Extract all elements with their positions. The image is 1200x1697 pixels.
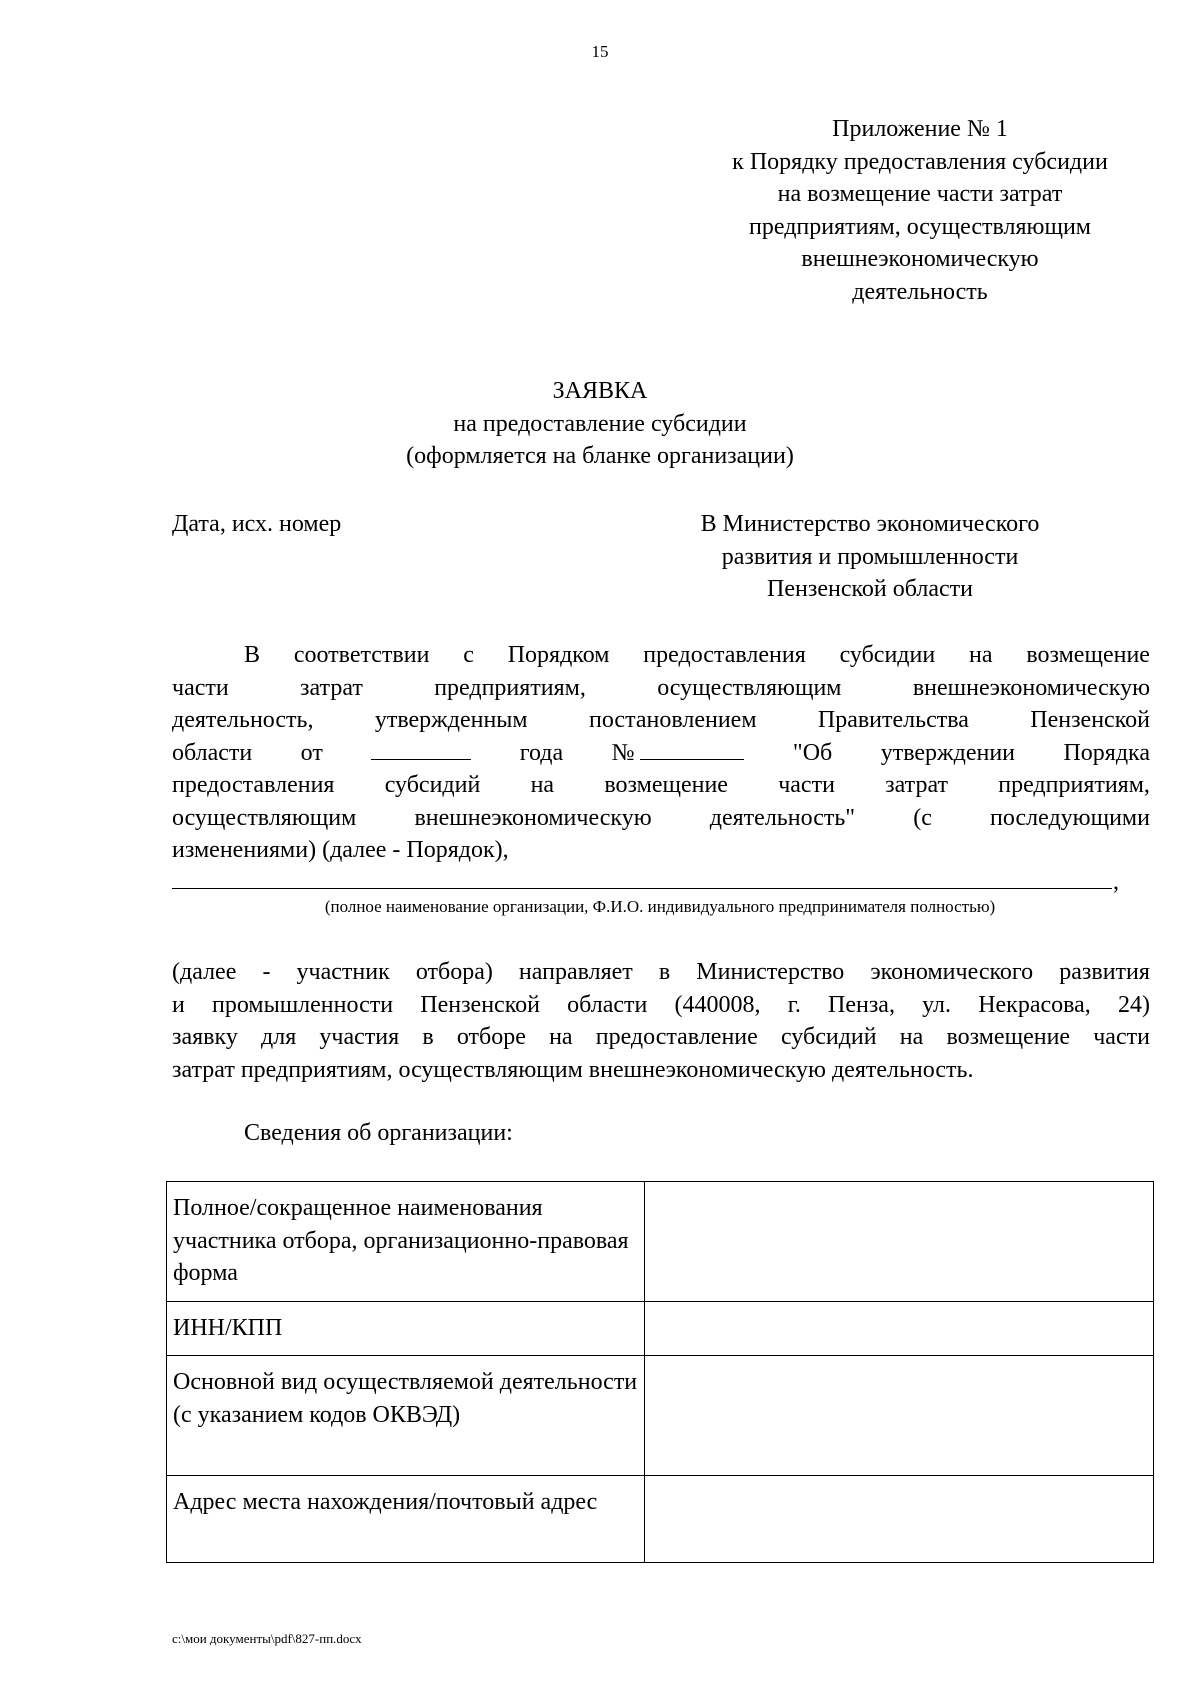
appendix-line: внешнеэкономическую [801,246,1039,272]
body-line-4: затрат предприятиям, осуществляющим внешнеэкономическую деятельность. [172,1056,974,1083]
title-subtitle: на предоставление субсидии [453,410,747,437]
word: участия [319,1024,400,1050]
word: предприятиям, [998,772,1150,798]
table-cell-value [645,1302,1154,1356]
appendix-line: к Порядку предоставления субсидии [732,148,1108,175]
organization-line-comma: , [1113,869,1119,895]
addressee-line: Пензенской области [767,576,973,602]
body-line-1 [172,956,1150,989]
word: заявку [172,1024,238,1050]
word: "Об [792,739,833,766]
word: Пенза, [827,991,895,1018]
title-note: (оформляется на бланке организации) [406,443,794,469]
word: области [172,739,253,766]
word: отбора) [415,959,493,985]
body-paragraph [172,956,1150,1086]
word: в [422,1024,434,1050]
page-number: 15 [591,42,609,61]
intro-line-2 [172,672,1150,705]
word: и [172,991,185,1018]
number-sign: № [611,739,635,766]
word: Правительства [817,707,969,733]
word: области [567,991,648,1018]
word: внешнеэкономическую [414,804,652,831]
word: (с [913,804,932,831]
word: Пензенской [1030,707,1150,733]
word: года [519,739,564,766]
table-row [167,1476,1154,1563]
intro-line-1 [172,639,1150,672]
word: последующими [990,804,1150,831]
word: утвержденным [374,707,528,733]
word: Пензенской [420,991,540,1018]
intro-line-4 [172,737,1150,770]
word: предприятиям, [434,674,586,701]
title-heading: ЗАЯВКА [552,378,648,404]
addressee-block [640,508,1100,606]
footer-file-path: c:\мои документы\pdf\827-пп.docx [172,1631,362,1646]
appendix-line: на возмещение части затрат [777,181,1063,207]
date-number-label: Дата, исх. номер [172,511,342,537]
word: с [463,642,474,668]
word: субсидии [839,642,936,668]
word: деятельность, [172,707,314,733]
word: 24) [1117,991,1150,1018]
word: от [300,739,323,766]
word: отборе [456,1024,526,1050]
table-cell-value [645,1356,1154,1476]
body-line-2 [172,989,1150,1022]
table-cell-label: Адрес места нахождения/почтовый адрес [167,1476,645,1563]
word: на [969,642,993,668]
resolution-number-blank [640,737,744,760]
appendix-line: деятельность [852,278,988,305]
addressee-line: развития и промышленности [721,543,1019,570]
word: (далее [172,959,237,985]
word: затрат [885,772,948,798]
word: направляет [518,959,633,985]
table-cell-label: Полное/сокращенное наименования участника отбора, организационно-правовая форма [167,1182,645,1302]
word: затрат [300,674,363,701]
word: Порядка [1063,739,1150,766]
table-cell-value [645,1182,1154,1302]
word: на [530,772,555,798]
intro-paragraph [172,639,1150,867]
word: возмещение [604,772,728,798]
table-cell-value [645,1476,1154,1563]
appendix-line: Приложение № 1 [832,116,1008,142]
word: части [778,772,835,798]
word: в [658,959,671,985]
word: экономического [870,959,1034,985]
intro-line-7: изменениями) (далее - Порядок), [172,837,509,863]
word: промышленности [212,991,394,1018]
word: субсидий [384,772,481,798]
document-title [0,375,1200,473]
word: внешнеэкономическую [912,674,1150,701]
addressee-line: В Министерство экономического [700,511,1040,537]
table-cell-label: ИНН/КПП [167,1302,645,1356]
word: г. [787,991,801,1018]
body-line-3 [172,1021,1150,1054]
table-cell-label: Основной вид осуществляемой деятельности (с указанием кодов ОКВЭД) [167,1356,645,1476]
word: утверждении [880,739,1016,766]
word: возмещение [946,1024,1071,1050]
word: осуществляющим [172,804,357,831]
intro-line-3 [172,704,1150,737]
organization-name-line [172,888,1112,889]
word: предоставления [643,642,806,668]
organization-info-heading: Сведения об организации: [244,1120,513,1146]
word: для [261,1024,297,1050]
appendix-line: предприятиям, осуществляющим [749,213,1091,240]
word: осуществляющим [657,674,842,701]
word: возмещение [1026,642,1150,668]
word: (440008, [674,991,761,1018]
intro-line-5 [172,769,1150,802]
appendix-header [690,113,1150,308]
word: Министерство [696,959,845,985]
word: - [262,959,271,985]
intro-line-6 [172,802,1150,835]
word: участник [296,959,390,985]
word: на [549,1024,573,1050]
word: Порядком [507,642,610,668]
table-row [167,1356,1154,1476]
word: ул. [922,991,952,1018]
organization-info-table [166,1181,1154,1563]
word: субсидий [780,1024,877,1050]
word: предоставление [595,1024,758,1050]
word: части [172,674,229,701]
word: предоставления [172,772,335,798]
table-row [167,1302,1154,1356]
resolution-date-blank [371,737,471,760]
word: части [1093,1024,1150,1050]
word: постановлением [588,707,757,733]
table-row [167,1182,1154,1302]
resolution-number-group [612,737,745,770]
word: соответствии [293,642,430,668]
organization-line-caption: (полное наименование организации, Ф.И.О. индивидуального предпринимателя полностью) [324,897,996,916]
word: В [244,642,261,668]
word: развития [1059,959,1150,985]
word: деятельность" [709,804,856,831]
word: на [899,1024,924,1050]
word: Некрасова, [978,991,1091,1018]
